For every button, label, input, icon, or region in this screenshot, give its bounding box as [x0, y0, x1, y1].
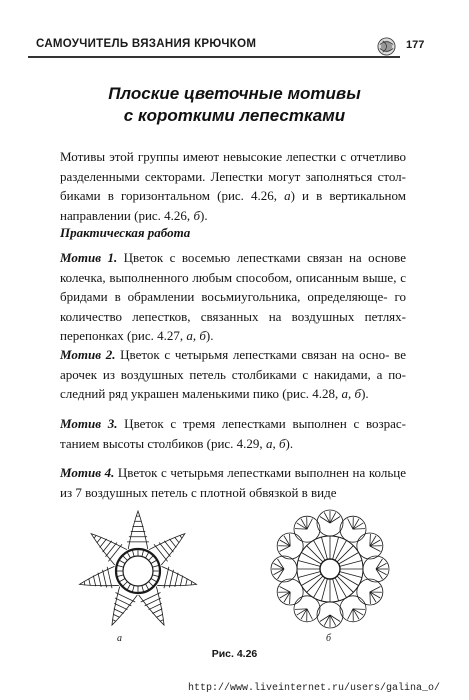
header-rule — [28, 56, 400, 58]
figure-label-a: а — [117, 633, 122, 644]
intro-paragraph: Мотивы этой группы имеют невысокие лепестки с отчетливо разделенными секторами. Лепестки могут заполняться стол- биками в горизонтальном (рис. 4.26, а) и в вертикальном направлении (рис. 4.26, б). — [60, 149, 406, 223]
figure-label-b: б — [326, 633, 332, 644]
book-title: САМОУЧИТЕЛЬ ВЯЗАНИЯ КРЮЧКОМ — [36, 38, 257, 50]
crochet-diagram-b — [260, 507, 400, 632]
source-url: http://www.liveinternet.ru/users/galina_o/ — [188, 683, 441, 694]
section-heading-line1: Плоские цветочные мотивы — [108, 84, 361, 103]
practice-heading: Практическая работа — [60, 225, 191, 240]
yarn-ball-icon — [377, 37, 396, 56]
section-heading-line2: с короткими лепестками — [123, 106, 346, 125]
motif-1-paragraph: Мотив 1. Цветок с восемью лепестками связан на основе колечка, выполненного любым способом, описанным выше, с бридами в обрамлении восьмиугольника, определяюще- го количество лепестков, связанных на воздушных петлях- перепонках (рис. 4.27, а, б). — [60, 250, 407, 344]
page-number: 177 — [406, 39, 425, 51]
running-header — [28, 36, 425, 58]
motif-2-paragraph: Мотив 2. Цветок с четырьмя лепестками связан на осно- ве арочек из воздушных петель столбиками с накидами, а по- следний ряд украшен маленькими пико (рис. 4.28, а, б). — [60, 347, 406, 402]
motif-4-paragraph: Мотив 4. Цветок с четырьмя лепестками выполнен на кольце из 7 воздушных петель с плотной обвязкой в виде — [60, 465, 406, 500]
figure-caption: Рис. 4.26 — [211, 648, 258, 660]
crochet-diagram-a — [68, 507, 208, 632]
motif-3-paragraph: Мотив 3. Цветок с тремя лепестками выполнен с возрас- танием высоты столбиков (рис. 4.29, а, б). — [60, 416, 406, 451]
